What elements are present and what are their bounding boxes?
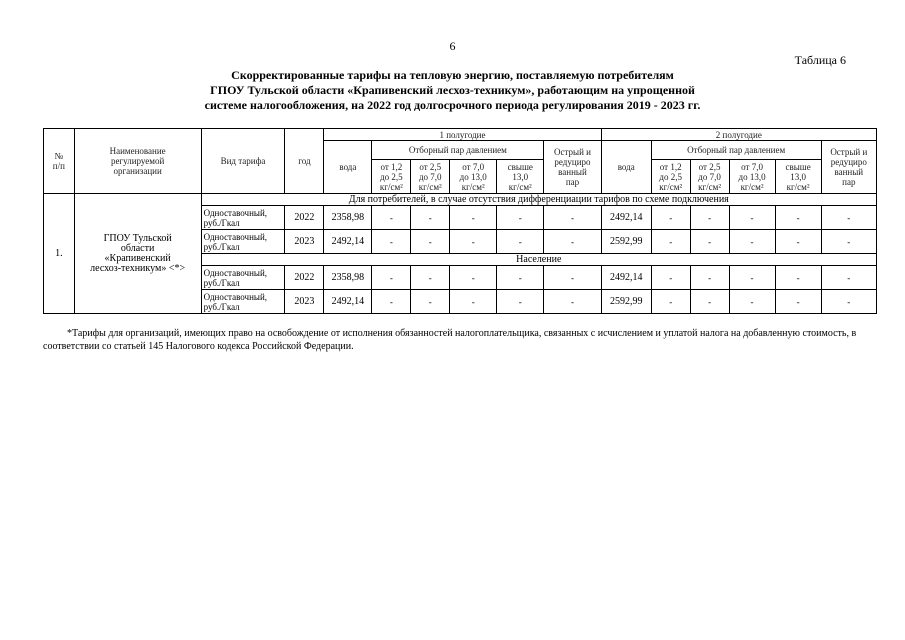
empty-cell: -	[411, 290, 450, 314]
page-number: 6	[449, 39, 456, 53]
header-cell-pressure-2: от 2,5 до 7,0 кг/см²	[690, 160, 729, 194]
empty-cell: -	[497, 290, 544, 314]
empty-cell: -	[497, 230, 544, 254]
header-cell-number: № п/п	[44, 129, 75, 194]
empty-cell: -	[411, 206, 450, 230]
header-cell-steam: Отборный пар давлением	[651, 141, 821, 160]
empty-cell: -	[729, 230, 775, 254]
empty-cell: -	[775, 290, 821, 314]
empty-cell: -	[544, 206, 601, 230]
section-row	[44, 194, 877, 206]
section-title: Население	[201, 254, 876, 266]
empty-cell: -	[775, 266, 821, 290]
empty-cell: -	[821, 230, 876, 254]
empty-cell: -	[544, 266, 601, 290]
empty-cell: -	[651, 266, 690, 290]
empty-cell: -	[497, 266, 544, 290]
empty-cell: -	[821, 266, 876, 290]
empty-cell: -	[372, 290, 411, 314]
empty-cell: -	[544, 290, 601, 314]
header-cell-pressure-1: от 1,2 до 2,5 кг/см²	[372, 160, 411, 194]
empty-cell: -	[690, 266, 729, 290]
title-line: ГПОУ Тульской области «Крапивенский лесхоз-техникум», работающим на упрощенной	[210, 83, 695, 97]
header-cell-water: вода	[324, 141, 372, 194]
tariff-type-cell: Одноставочный, руб./Гкал	[201, 290, 285, 314]
footnote: *Тарифы для организаций, имеющих право на освобождение от исполнения обязанностей налогоплательщика, связанных с исчислением и уплатой налога на добавленную стоимость, в соответствии со статьей 145 Налогового кодекса Российской Федерации.	[43, 328, 857, 352]
year-cell: 2022	[285, 206, 324, 230]
empty-cell: -	[729, 290, 775, 314]
empty-cell: -	[411, 266, 450, 290]
table-caption: Таблица 6	[794, 53, 846, 67]
water-value-cell: 2492,14	[601, 266, 651, 290]
header-cell-pressure-3: от 7,0 до 13,0 кг/см²	[729, 160, 775, 194]
title-line: системе налогообложения, на 2022 год долгосрочного периода регулирования 2019 - 2023 гг.	[204, 98, 701, 112]
empty-cell: -	[690, 230, 729, 254]
header-cell-half1: 1 полугодие	[324, 129, 601, 141]
empty-cell: -	[651, 206, 690, 230]
empty-cell: -	[775, 206, 821, 230]
empty-cell: -	[690, 206, 729, 230]
year-cell: 2022	[285, 266, 324, 290]
empty-cell: -	[411, 230, 450, 254]
empty-cell: -	[544, 230, 601, 254]
header-cell-organization: Наименование регулируемой организации	[74, 129, 201, 194]
tariff-table	[43, 128, 877, 314]
empty-cell: -	[450, 290, 497, 314]
water-value-cell: 2358,98	[324, 206, 372, 230]
empty-cell: -	[690, 290, 729, 314]
water-value-cell: 2492,14	[324, 230, 372, 254]
tariff-type-cell: Одноставочный, руб./Гкал	[201, 206, 285, 230]
empty-cell: -	[651, 290, 690, 314]
header-cell-pressure-3: от 7,0 до 13,0 кг/см²	[450, 160, 497, 194]
empty-cell: -	[775, 230, 821, 254]
year-cell: 2023	[285, 230, 324, 254]
empty-cell: -	[821, 290, 876, 314]
water-value-cell: 2592,99	[601, 230, 651, 254]
empty-cell: -	[372, 266, 411, 290]
header-row	[44, 129, 877, 141]
empty-cell: -	[651, 230, 690, 254]
empty-cell: -	[729, 206, 775, 230]
empty-cell: -	[372, 206, 411, 230]
empty-cell: -	[450, 230, 497, 254]
header-cell-sharp-steam: Острый и редуциро ванный пар	[544, 141, 601, 194]
document-title	[150, 68, 755, 113]
header-cell-year: год	[285, 129, 324, 194]
header-cell-sharp-steam: Острый и редуциро ванный пар	[821, 141, 876, 194]
title-line: Скорректированные тарифы на тепловую энергию, поставляемую потребителям	[231, 68, 674, 82]
water-value-cell: 2358,98	[324, 266, 372, 290]
water-value-cell: 2592,99	[601, 290, 651, 314]
empty-cell: -	[729, 266, 775, 290]
empty-cell: -	[497, 206, 544, 230]
empty-cell: -	[821, 206, 876, 230]
tariff-type-cell: Одноставочный, руб./Гкал	[201, 230, 285, 254]
header-cell-half2: 2 полугодие	[601, 129, 876, 141]
water-value-cell: 2492,14	[324, 290, 372, 314]
header-cell-tariff-type: Вид тарифа	[201, 129, 285, 194]
row-number: 1.	[44, 194, 75, 314]
header-cell-pressure-4: свыше 13,0 кг/см²	[775, 160, 821, 194]
water-value-cell: 2492,14	[601, 206, 651, 230]
header-cell-steam: Отборный пар давлением	[372, 141, 544, 160]
organization-name: ГПОУ Тульской области «Крапивенский лесхоз-техникум» <*>	[74, 194, 201, 314]
empty-cell: -	[372, 230, 411, 254]
tariff-type-cell: Одноставочный, руб./Гкал	[201, 266, 285, 290]
header-cell-pressure-4: свыше 13,0 кг/см²	[497, 160, 544, 194]
header-cell-pressure-1: от 1,2 до 2,5 кг/см²	[651, 160, 690, 194]
year-cell: 2023	[285, 290, 324, 314]
empty-cell: -	[450, 206, 497, 230]
empty-cell: -	[450, 266, 497, 290]
header-cell-pressure-2: от 2,5 до 7,0 кг/см²	[411, 160, 450, 194]
header-cell-water: вода	[601, 141, 651, 194]
section-title: Для потребителей, в случае отсутствия дифференциации тарифов по схеме подключения	[201, 194, 876, 206]
